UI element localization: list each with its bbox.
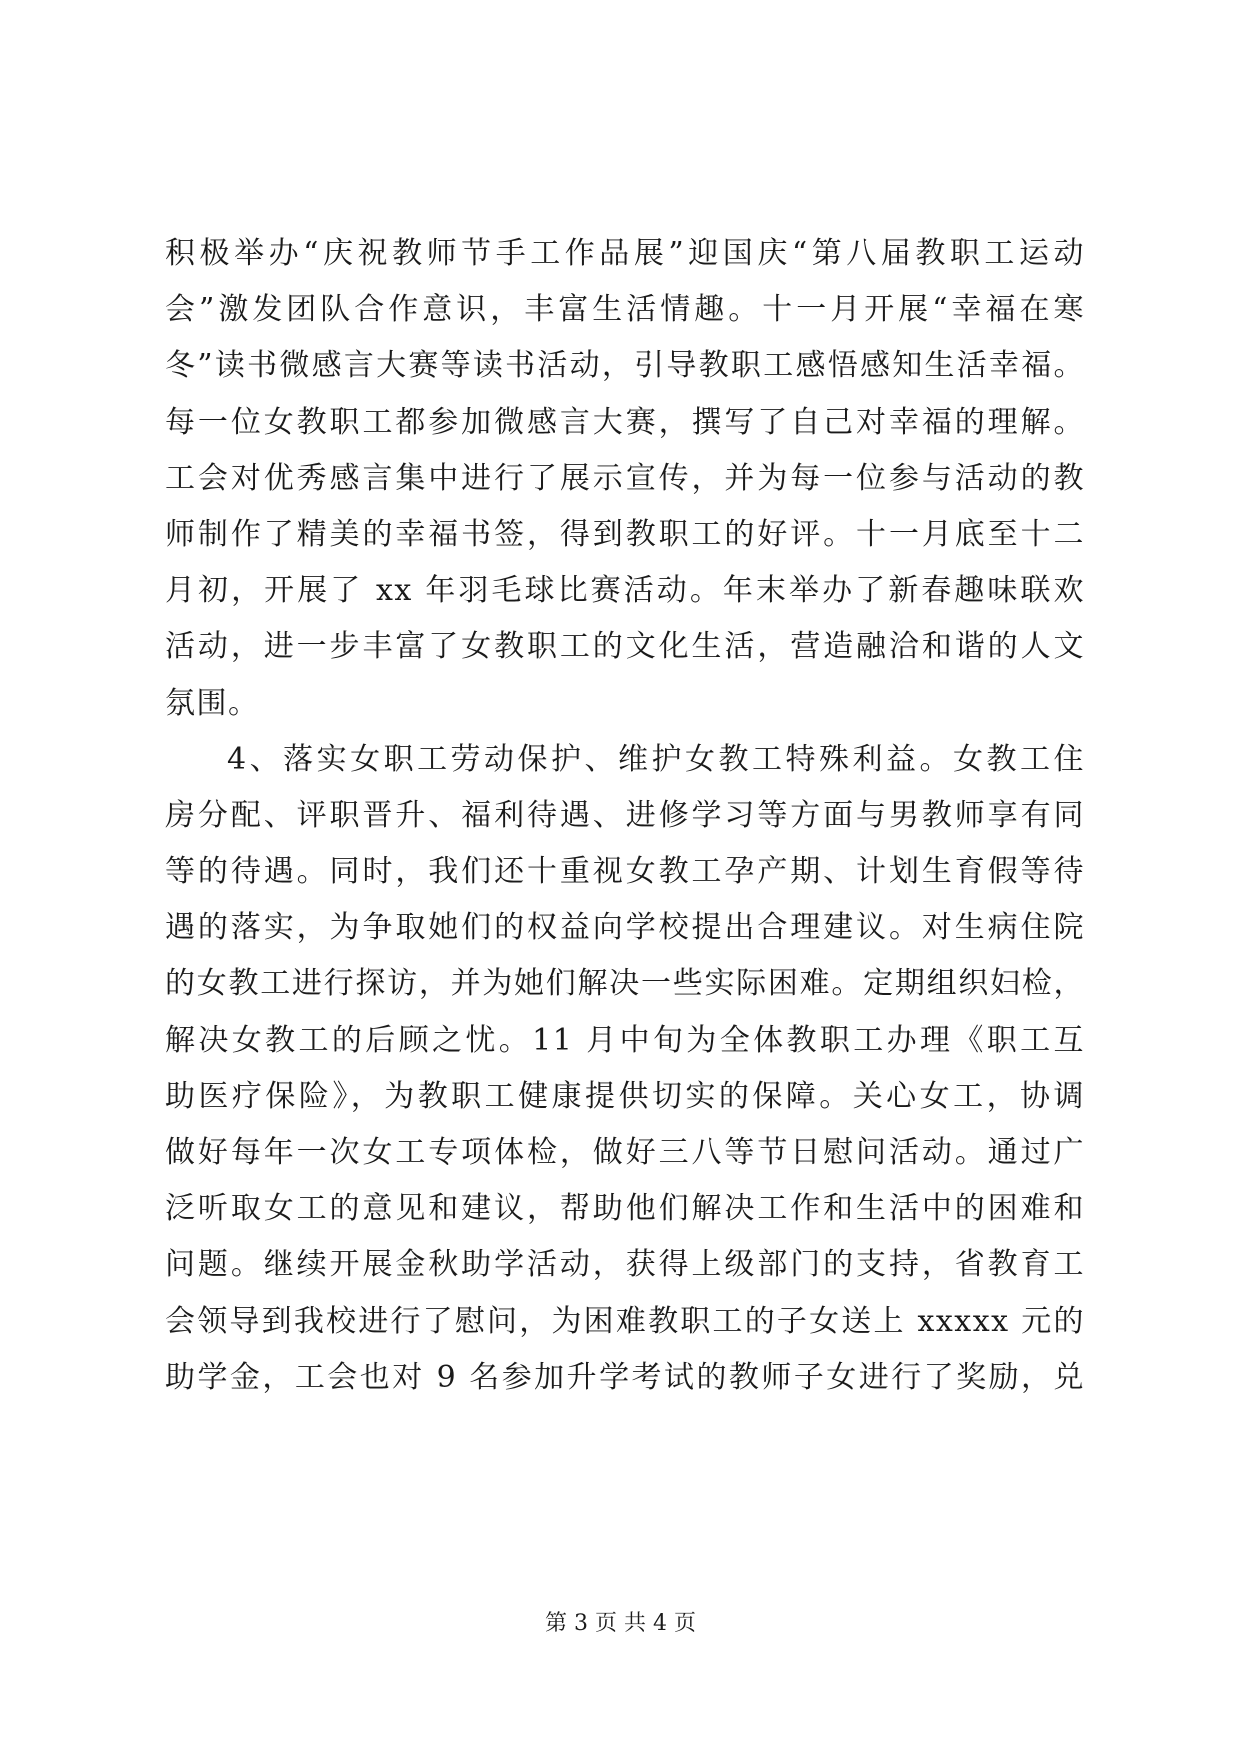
- text-line: 问题。继续开展金秋助学活动，获得上级部门的支持，省教育工: [165, 1247, 1085, 1283]
- text-line: 月初，开展了 xx 年羽毛球比赛活动。年末举办了新春趣味联欢: [165, 573, 1085, 609]
- text-line: 工会对优秀感言集中进行了展示宣传，并为每一位参与活动的教: [165, 460, 1085, 496]
- page-footer: 第 3 页 共 4 页: [545, 1611, 696, 1636]
- text-line: 积极举办“庆祝教师节手工作品展”迎国庆“第八届教职工运动: [165, 236, 1085, 271]
- text-line: 冬”读书微感言大赛等读书活动，引导教职工感悟感知生活幸福。: [165, 348, 1085, 384]
- text-line: 每一位女教职工都参加微感言大赛，撰写了自己对幸福的理解。: [165, 404, 1085, 440]
- text-line: 的女教工进行探访，并为她们解决一些实际困难。定期组织妇检，: [165, 966, 1085, 1002]
- text-line: 氛围。: [165, 685, 260, 721]
- text-line: 4、落实女职工劳动保护、维护女教工特殊利益。女教工住: [227, 741, 1085, 777]
- text-line: 会”激发团队合作意识，丰富生活情趣。十一月开展“幸福在寒: [165, 292, 1085, 328]
- text-line: 遇的落实，为争取她们的权益向学校提出合理建议。对生病住院: [165, 910, 1085, 946]
- text-line: 活动，进一步丰富了女教职工的文化生活，营造融洽和谐的人文: [165, 629, 1085, 665]
- text-line: 助医疗保险》，为教职工健康提供切实的保障。关心女工，协调: [165, 1078, 1085, 1114]
- text-line: 房分配、评职晋升、福利待遇、进修学习等方面与男教师享有同: [165, 797, 1085, 833]
- text-line: 助学金，工会也对 9 名参加升学考试的教师子女进行了奖励，兑: [165, 1359, 1085, 1395]
- text-line: 师制作了精美的幸福书签，得到教职工的好评。十一月底至十二: [165, 516, 1085, 552]
- text-line: 泛听取女工的意见和建议，帮助他们解决工作和生活中的困难和: [165, 1191, 1085, 1227]
- text-line: 做好每年一次女工专项体检，做好三八等节日慰问活动。通过广: [165, 1135, 1085, 1170]
- text-line: 会领导到我校进行了慰问，为困难教职工的子女送上 xxxxx 元的: [165, 1303, 1085, 1339]
- text-line: 解决女教工的后顾之忧。11 月中旬为全体教职工办理《职工互: [165, 1022, 1085, 1058]
- body-text: [165, 226, 1085, 1406]
- text-line: 等的待遇。同时，我们还十重视女教工孕产期、计划生育假等待: [165, 854, 1085, 890]
